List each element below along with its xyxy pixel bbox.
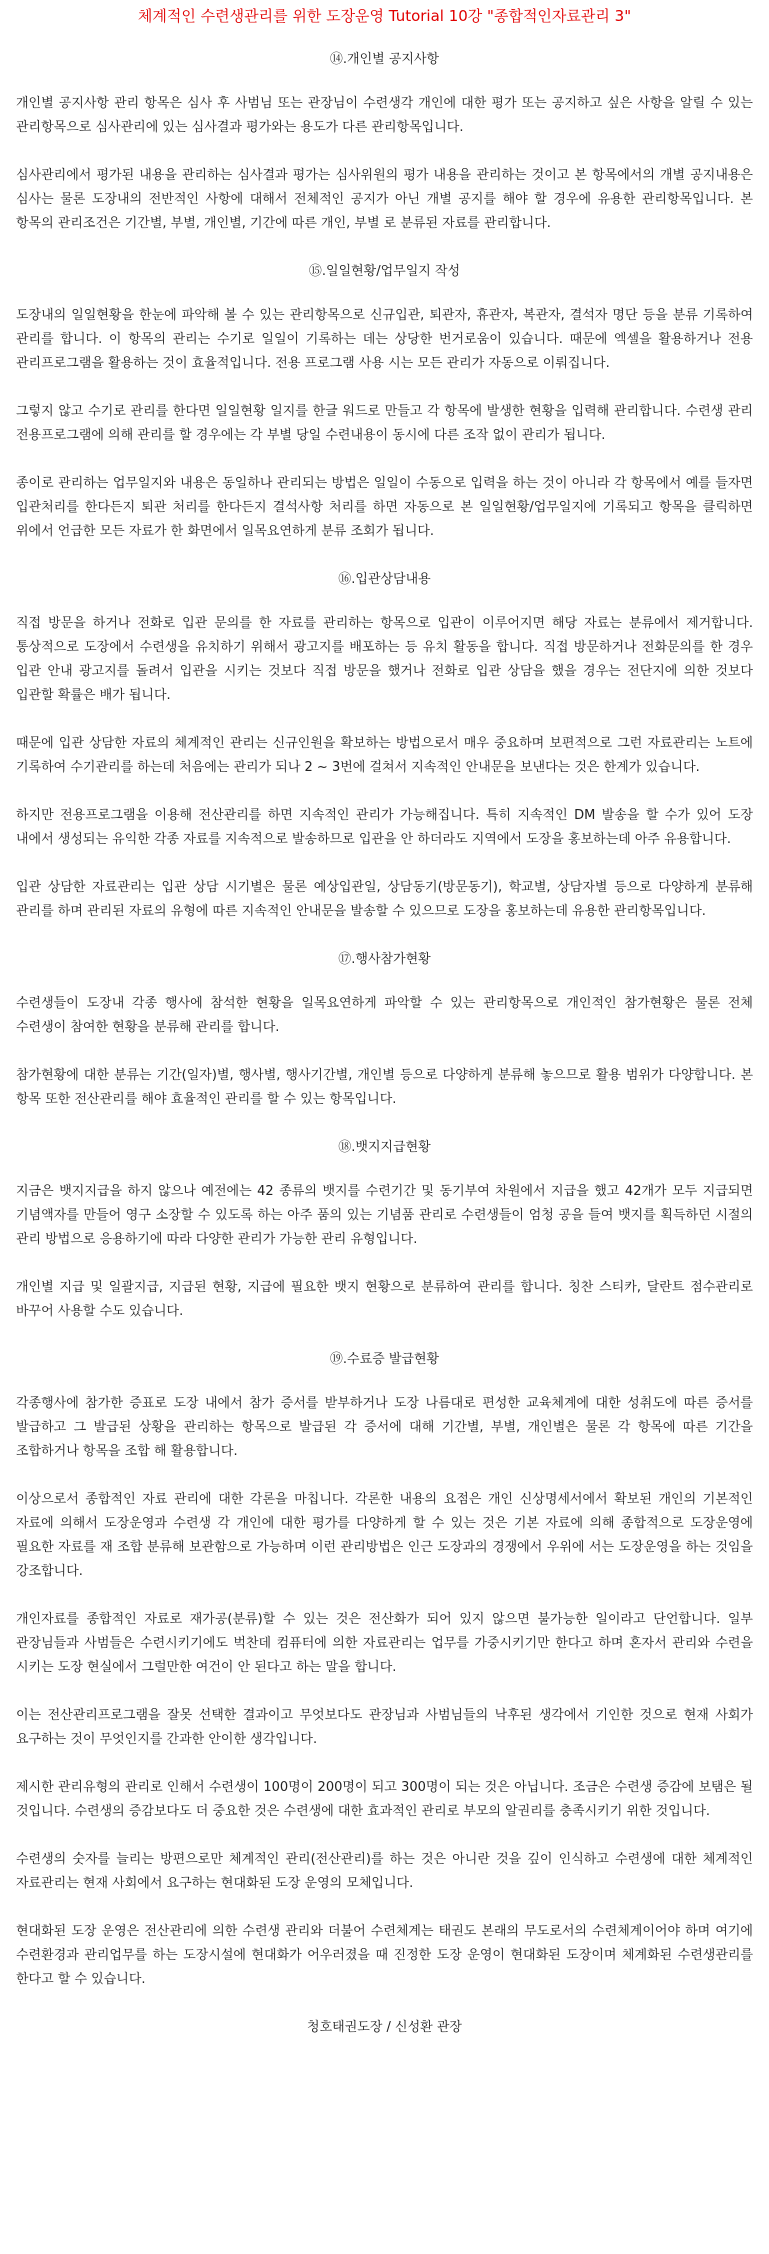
paragraph: 개인별 공지사항 관리 항목은 심사 후 사범님 또는 관장님이 수련생각 개인에 대한 평가 또는 공지하고 싶은 사항을 알릴 수 있는 관리항목으로 심사관리에 있는 심사결과 평가와는 용도가 다른 관리항목입니다.: [16, 96, 753, 135]
section: [16, 260, 753, 544]
paragraph: 이는 전산관리프로그램을 잘못 선택한 결과이고 무엇보다도 관장님과 사범님들의 낙후된 생각에서 기인한 것으로 현재 사회가 요구하는 것이 무엇인지를 간과한 안이한 생각입니다.: [16, 1708, 753, 1747]
paragraph: 이상으로서 종합적인 자료 관리에 대한 각론을 마칩니다. 각론한 내용의 요점은 개인 신상명세서에서 확보된 개인의 기본적인 자료에 의해서 도장운영과 수련생 각 개인에 대한 평가를 다양하게 할 수 있는 것은 기본 자료에 의해 종합적으로 도장운영에 필요한 자료를 재 조합 분류해 보관함으로 가능하며 이런 관리방법은 인근 도장과의 경쟁에서 우위에 서는 도장운영을 하는 것임을 강조합니다.: [16, 1492, 753, 1579]
paragraph: 직접 방문을 하거나 전화로 입관 문의를 한 자료를 관리하는 항목으로 입관이 이루어지면 해당 자료는 분류에서 제거합니다. 통상적으로 도장에서 수련생을 유치하기 위해서 광고지를 배포하는 등 유치 활동을 합니다. 직접 방문하거나 전화문의를 한 경우 입관 안내 광고지를 돌려서 입관을 시키는 것보다 직접 방문을 했거나 전화로 입관 상담을 했을 경우는 전단지에 의한 것보다 입관할 확률은 배가 됩니다.: [16, 616, 753, 703]
section: [16, 568, 753, 924]
paragraph: 각종행사에 참가한 증표로 도장 내에서 참가 증서를 받부하거나 도장 나름대로 편성한 교육체계에 대한 성취도에 따른 증서를 발급하고 그 발급된 상황을 관리하는 항목으로 발급된 각 증서에 대해 기간별, 부별, 개인별은 물론 각 항목에 따른 기간을 조합하거나 항목을 조합 해 활용합니다.: [16, 1396, 753, 1459]
section: [16, 1136, 753, 1324]
section-heading: ⑮.일일현황/업무일지 작성: [308, 264, 461, 279]
section-heading: ⑯.입관상담내용: [338, 572, 431, 587]
document-title: 체계적인 수련생관리를 위한 도장운영 Tutorial 10강 "종합적인자료관리 3": [137, 7, 632, 25]
paragraph: 때문에 입관 상담한 자료의 체계적인 관리는 신규인원을 확보하는 방법으로서 매우 중요하며 보편적으로 그런 자료관리는 노트에 기록하여 수기관리를 하는데 처음에는 관리가 되나 2 ~ 3번에 걸쳐서 지속적인 안내문을 보낸다는 것은 한계가 있습니다.: [16, 736, 753, 775]
sections-container: [16, 48, 753, 1992]
paragraph: 입관 상담한 자료관리는 입관 상담 시기별은 물론 예상입관일, 상담동기(방문동기), 학교별, 상담자별 등으로 다양하게 분류해 관리를 하며 관리된 자료의 유형에 따른 지속적인 안내문을 발송할 수 있으므로 도장을 홍보하는데 유용한 관리항목입니다.: [16, 880, 753, 919]
paragraph: 수련생들이 도장내 각종 행사에 참석한 현황을 일목요연하게 파악할 수 있는 관리항목으로 개인적인 참가현황은 물론 전체 수련생이 참여한 현황을 분류해 관리를 합니다.: [16, 996, 753, 1035]
paragraph: 개인별 지급 및 일괄지급, 지급된 현황, 지급에 필요한 뱃지 현황으로 분류하여 관리를 합니다. 칭찬 스티카, 달란트 점수관리로 바꾸어 사용할 수도 있습니다.: [16, 1280, 753, 1319]
section-heading: ⑱.뱃지지급현황: [338, 1140, 431, 1155]
paragraph: 개인자료를 종합적인 자료로 재가공(분류)할 수 있는 것은 전산화가 되어 있지 않으면 불가능한 일이라고 단언합니다. 일부 관장님들과 사범들은 수련시키기에도 벅찬데 컴퓨터에 의한 자료관리는 업무를 가중시키기만 한다고 하며 혼자서 관리와 수련을 시키는 도장 현실에서 그럴만한 여건이 안 된다고 하는 말을 합니다.: [16, 1612, 753, 1675]
section: [16, 948, 753, 1112]
section-heading: ⑭.개인별 공지사항: [329, 52, 440, 67]
paragraph: 현대화된 도장 운영은 전산관리에 의한 수련생 관리와 더불어 수련체계는 태권도 본래의 무도로서의 수련체계이어야 하며 여기에 수련환경과 관리업무를 하는 도장시설에 현대화가 어우러졌을 때 진정한 도장 운영이 현대화된 도장이며 체계화된 수련생관리를 한다고 할 수 있습니다.: [16, 1924, 753, 1987]
paragraph: 하지만 전용프로그램을 이용해 전산관리를 하면 지속적인 관리가 가능해집니다. 특히 지속적인 DM 발송을 할 수가 있어 도장 내에서 생성되는 유익한 각종 자료를 지속적으로 발송하므로 입관을 안 하더라도 지역에서 도장을 홍보하는데 아주 유용합니다.: [16, 808, 753, 847]
section-heading: ⑰.행사참가현황: [338, 952, 431, 967]
author-signature: 청호태권도장 / 신성환 관장: [307, 2020, 462, 2035]
paragraph: 그렇지 않고 수기로 관리를 한다면 일일현황 일지를 한글 워드로 만들고 각 항목에 발생한 현황을 입력해 관리합니다. 수련생 관리 전용프로그램에 의해 관리를 할 경우에는 각 부별 당일 수련내용이 동시에 다른 조작 없이 관리가 됩니다.: [16, 404, 753, 443]
section: [16, 48, 753, 236]
paragraph: 심사관리에서 평가된 내용을 관리하는 심사결과 평가는 심사위원의 평가 내용을 관리하는 것이고 본 항목에서의 개별 공지내용은 심사는 물론 도장내의 전반적인 사항에 대해서 전체적인 공지가 아닌 개별 공지를 해야 할 경우에 유용한 관리항목입니다. 본 항목의 관리조건은 기간별, 부별, 개인별, 기간에 따른 개인, 부별 로 분류된 자료를 관리합니다.: [16, 168, 753, 231]
paragraph: 참가현황에 대한 분류는 기간(일자)별, 행사별, 행사기간별, 개인별 등으로 다양하게 분류해 놓으므로 활용 범위가 다양합니다. 본 항목 또한 전산관리를 해야 효율적인 관리를 할 수 있는 항목입니다.: [16, 1068, 753, 1107]
paragraph: 도장내의 일일현황을 한눈에 파악해 볼 수 있는 관리항목으로 신규입관, 퇴관자, 휴관자, 복관자, 결석자 명단 등을 분류 기록하여 관리를 합니다. 이 항목의 관리는 수기로 일일이 기록하는 데는 상당한 번거로움이 있습니다. 때문에 엑셀을 활용하거나 전용 관리프로그램을 활용하는 것이 효율적입니다. 전용 프로그램 사용 시는 모든 관리가 자동으로 이뤄집니다.: [16, 308, 753, 371]
section: [16, 1348, 753, 1992]
section-heading: ⑲.수료증 발급현황: [329, 1352, 440, 1367]
paragraph: 제시한 관리유형의 관리로 인해서 수련생이 100명이 200명이 되고 300명이 되는 것은 아닙니다. 조금은 수련생 증감에 보탬은 될 것입니다. 수련생의 증감보다도 더 중요한 것은 수련생에 대한 효과적인 관리로 부모의 알권리를 충족시키기 위한 것입니다.: [16, 1780, 753, 1819]
paragraph: 수련생의 숫자를 늘리는 방편으로만 체계적인 관리(전산관리)를 하는 것은 아니란 것을 깊이 인식하고 수련생에 대한 체계적인 자료관리는 현재 사회에서 요구하는 현대화된 도장 운영의 모체입니다.: [16, 1852, 753, 1891]
paragraph: 종이로 관리하는 업무일지와 내용은 동일하나 관리되는 방법은 일일이 수동으로 입력을 하는 것이 아니라 각 항목에서 예를 들자면 입관처리를 한다든지 퇴관 처리를 한다든지 결석사항 처리를 하면 자동으로 본 일일현황/업무일지에 기록되고 항목을 클릭하면 위에서 언급한 모든 자료가 한 화면에서 일목요연하게 분류 조회가 됩니다.: [16, 476, 753, 539]
document: [16, 0, 753, 2040]
paragraph: 지금은 뱃지지급을 하지 않으나 예전에는 42 종류의 뱃지를 수련기간 및 동기부여 차원에서 지급을 했고 42개가 모두 지급되면 기념액자를 만들어 영구 소장할 수 있도록 하는 아주 품의 있는 기념품 관리로 수련생들이 엄청 공을 들여 뱃지를 획득하던 시절의 관리 방법으로 응용하기에 따라 다양한 관리가 가능한 관리 유형입니다.: [16, 1184, 753, 1247]
